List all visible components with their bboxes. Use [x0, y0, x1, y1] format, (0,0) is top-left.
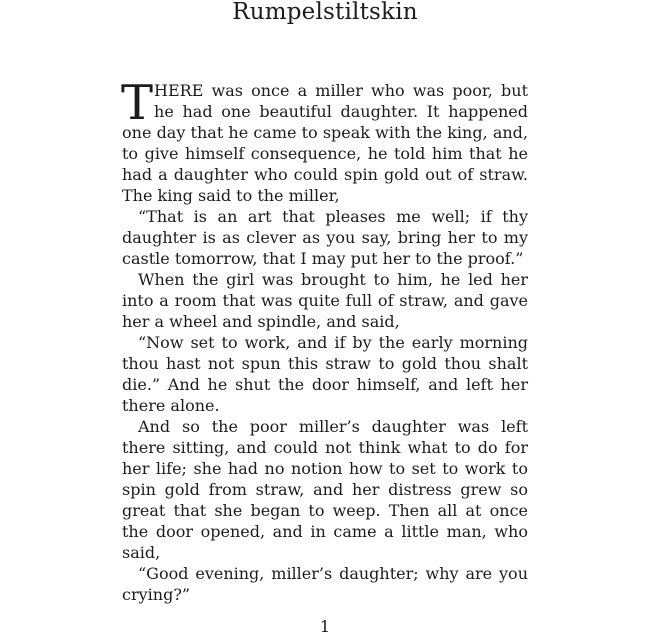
paragraph-5: And so the poor miller’s daughter was left there sitting, and could not think what to do for her life; she had no notion how to set to work to spin gold from straw, and her distress grew so great that she began to weep. Then all at once the door opened, and in came a little man, who said,: [122, 417, 528, 562]
paragraph-3: When the girl was brought to him, he led her into a room that was quite full of straw, and gave her a wheel and spindle, and said,: [122, 270, 528, 331]
paragraph-1-text: HERE was once a miller who was poor, but he had one beautiful daughter. It happened one day that he came to speak with the king, and, to give himself consequence, he told him that he had a daughter who could spin gold out of straw. The king said to the miller,: [122, 81, 528, 205]
paragraph-2: “That is an art that pleases me well; if thy daughter is as clever as you say, bring her to my castle tomorrow, that I may put her to the proof.”: [122, 207, 528, 268]
paragraph-1: [121, 75, 528, 206]
page-number: 1: [319, 617, 331, 636]
drop-cap: T: [121, 75, 154, 131]
paragraph-4: “Now set to work, and if by the early morning thou hast not spun this straw to gold thou shalt die.” And he shut the door himself, and left her there alone.: [122, 333, 528, 415]
page-title: Rumpelstiltskin: [232, 0, 418, 25]
story-body: [121, 75, 528, 605]
paragraph-6: “Good evening, miller’s daughter; why are you crying?”: [122, 564, 528, 604]
